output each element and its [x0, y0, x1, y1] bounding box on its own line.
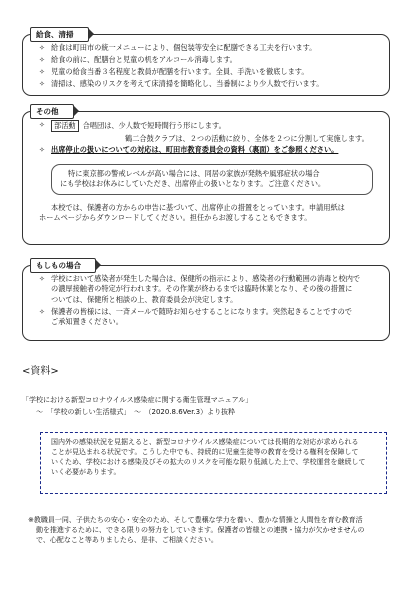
bullet-icon: ✧	[39, 307, 45, 316]
footnote-line: 動を推進するために、できる限りの努力をしていきます。保護者の皆様との連携・協力が欠かせませんの	[36, 526, 365, 535]
list-item: ✧ 給食の前に、配膳台と児童の机をアルコール消毒します。	[39, 54, 237, 64]
section-title-lunch: 給食、清掃	[30, 27, 89, 42]
bullet-icon: ✧	[39, 121, 45, 129]
reference-title: 「学校における新型コロナウイルス感染症に関する衛生管理マニュアル」	[22, 396, 253, 404]
list-item: ✧ 清掃は、感染のリスクを考えて床清掃を簡略化し、当番制により少人数で行います。	[39, 78, 324, 88]
excerpt-line: いくため、学校における感染及びその拡大のリスクを可能な限り低減した上で、学校運営を継続して	[51, 458, 366, 467]
club-line-1: 合唱団は、少人数で短時間行う形にします。	[82, 121, 226, 130]
note-line-2: ホームページからダウンロードしてください。担任からお渡しすることもできます。	[39, 213, 312, 223]
excerpt-line: ことが見込まれる状況です。こうした中でも、持続的に児童生徒等の教育を受ける権利を保障して	[51, 448, 359, 457]
bullet-icon: ✧	[39, 67, 45, 76]
footnote-line: ※教職員一同、子供たちの安心・安全のため、そして豊穣な学力を養い、豊かな情操と人間性を育む教育活	[28, 516, 363, 524]
bullet-icon: ✧	[39, 146, 45, 155]
warning-box	[51, 164, 373, 195]
excerpt-box	[40, 432, 387, 494]
list-item-absence: ✧ 出席停止の扱いについての対応は、町田市教育委員会の資料（裏面）をご参照ください。	[39, 145, 339, 155]
section-title-emergency: もしもの場合	[30, 258, 96, 273]
bullet-icon: ✧	[39, 55, 45, 64]
footnote	[28, 515, 398, 545]
footnote-line: で、心配なこと等ありましたら、是非、ご相談ください。	[36, 536, 218, 545]
list-item: ✧ 給食は町田市の統一メニューにより、個包装等安全に配膳できる工夫を行います。	[39, 43, 317, 52]
materials-heading: <資料>	[22, 366, 59, 377]
bullet-icon: ✧	[39, 79, 45, 88]
list-item-club	[39, 120, 379, 132]
bullet-icon: ✧	[39, 44, 45, 52]
list-item: ✧ 学校において感染者が発生した場合は、保健所の指示により、感染者の行動範囲の消毒と校内で の濃厚接触者の特定が行われます。その作業が終わるまでは臨時休業となり、その後の措置に ついては、保健所と相談の上、教育委員会が決定します。	[39, 274, 361, 304]
warning-line-2: にも学校はお休みにしていただき、出席停止の扱いとなります。ご注意ください。	[60, 179, 326, 189]
club-tag: 部活動	[51, 120, 79, 132]
list-item: ✧ 児童の給食当番３名程度と教員が配膳を行います。全員、手洗いを徹底します。	[39, 66, 309, 76]
bullet-icon: ✧	[39, 275, 45, 283]
reference-subtitle: ～ 「学校の新しい生活様式」 ～ （2020.8.6Ver.3）より抜粋	[36, 408, 236, 416]
excerpt-line: いく必要があります。	[51, 468, 121, 477]
club-line-2: 鶴二合鼓クラブは、２つの活動に絞り、全体を２つに分割して実施します。	[125, 133, 369, 143]
warning-line-1: 特に東京都の警戒レベルが高い場合には、同居の家族が発熱や風邪症状の場合	[68, 168, 320, 178]
section-box-emergency	[22, 265, 390, 341]
section-box-other	[22, 111, 390, 245]
excerpt-line: 国内外の感染状況を見据えると、新型コロナウイルス感染症については長期的な対応が求められる	[51, 438, 359, 446]
list-item: ✧ 保護者の皆様には、一斉メールで随時お知らせすることになります。突然起きることですので ご承知置きください。	[39, 306, 352, 327]
note-line-1: 本校では、保護者の方からの申告に基づいて、出席停止の措置をとっています。申請用紙は	[51, 202, 345, 212]
section-title-other: その他	[30, 104, 74, 119]
section-box-lunch	[22, 34, 390, 96]
